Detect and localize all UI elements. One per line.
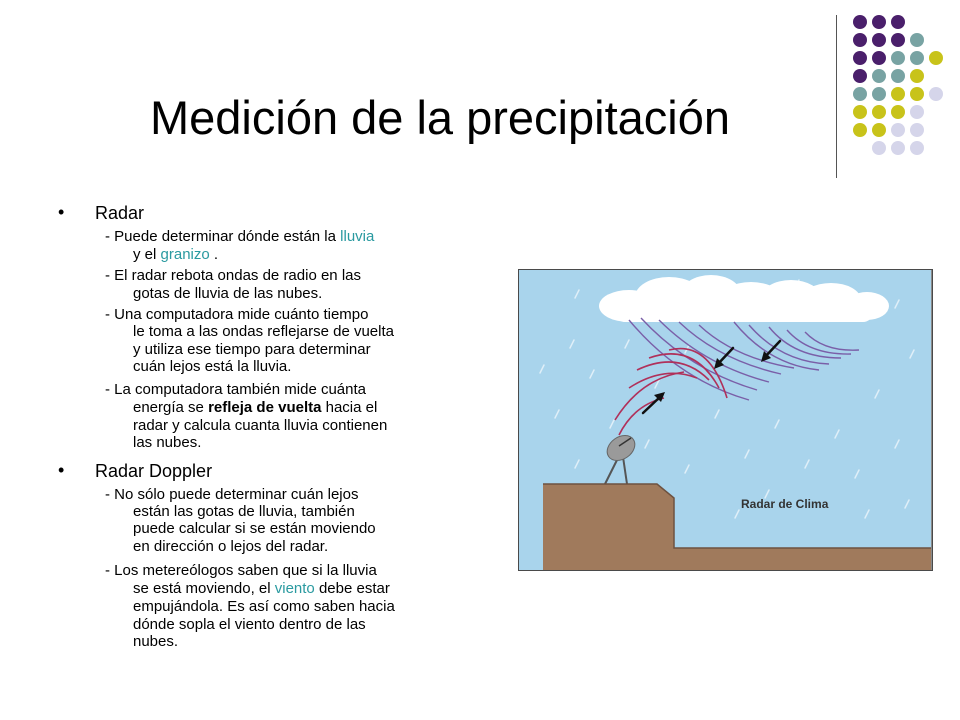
decor-dot — [853, 33, 867, 47]
decor-dot — [910, 105, 924, 119]
radar-item-4-line-2: energía se refleja de vuelta hacia el — [133, 399, 378, 416]
decor-dot — [891, 141, 905, 155]
radar-item-2-line-1: - El radar rebota ondas de radio en las — [105, 267, 361, 284]
decor-dot-grid — [848, 13, 948, 163]
decor-dot — [929, 51, 943, 65]
keyword-refleja-de-vuelta: refleja de vuelta — [208, 399, 322, 416]
decor-dot — [891, 123, 905, 137]
decor-dot — [891, 33, 905, 47]
decor-dot — [891, 15, 905, 29]
radar-item-3-line-4: cuán lejos está la lluvia. — [133, 358, 292, 375]
doppler-item-2-line-3: empujándola. Es así como saben hacia — [133, 598, 395, 615]
decor-dot — [872, 141, 886, 155]
decor-dot — [891, 69, 905, 83]
decor-dot — [910, 123, 924, 137]
doppler-item-1-line-3: puede calcular si se están moviendo — [133, 520, 376, 537]
radar-item-1-line-1: - Puede determinar dónde están la lluvia — [105, 228, 375, 245]
doppler-item-1-line-4: en dirección o lejos del radar. — [133, 538, 329, 555]
decor-dot — [872, 33, 886, 47]
decor-dot — [853, 51, 867, 65]
doppler-item-1-line-1: - No sólo puede determinar cuán lejos — [105, 486, 359, 503]
decor-dot — [853, 123, 867, 137]
keyword-lluvia: lluvia — [340, 228, 375, 245]
decor-dot — [853, 69, 867, 83]
keyword-viento: viento — [274, 580, 315, 597]
decor-dot — [910, 33, 924, 47]
decor-dot — [872, 51, 886, 65]
bullet-marker: • — [58, 202, 65, 222]
decor-dot — [910, 69, 924, 83]
radar-item-2-line-2: gotas de lluvia de las nubes. — [133, 285, 323, 302]
decor-dot — [910, 141, 924, 155]
bullet-heading-radar: Radar — [95, 203, 145, 223]
doppler-item-2-line-5: nubes. — [133, 633, 179, 650]
slide-title: Medición de la precipitación — [150, 91, 730, 144]
decor-dot — [872, 87, 886, 101]
decor-dot — [872, 15, 886, 29]
radar-item-4-line-1: - La computadora también mide cuánta — [105, 381, 366, 398]
decor-dot — [929, 87, 943, 101]
decor-dot — [891, 51, 905, 65]
decor-dot — [872, 69, 886, 83]
doppler-item-2-line-1: - Los metereólogos saben que si la lluvia — [105, 562, 377, 579]
doppler-item-2-line-4: dónde sopla el viento dentro de las — [133, 616, 366, 633]
figure-right-edge — [931, 270, 933, 571]
decor-dot — [910, 87, 924, 101]
weather-radar-illustration — [518, 269, 933, 571]
radar-item-3-line-1: - Una computadora mide cuánto tiempo — [105, 306, 369, 323]
decor-dot — [872, 123, 886, 137]
bullet-heading-radar-doppler: Radar Doppler — [95, 461, 213, 481]
decor-divider-line — [836, 15, 837, 178]
radar-item-3-line-2: le toma a las ondas reflejarse de vuelta — [133, 323, 394, 340]
radar-item-1-line-2: y el granizo . — [133, 246, 219, 263]
doppler-item-1-line-2: están las gotas de lluvia, también — [133, 503, 355, 520]
decor-dot — [910, 51, 924, 65]
radar-item-3-line-3: y utiliza ese tiempo para determinar — [133, 341, 371, 358]
decor-dot — [853, 15, 867, 29]
decor-dot — [891, 105, 905, 119]
radar-item-4-line-4: las nubes. — [133, 434, 202, 451]
decor-dot — [853, 87, 867, 101]
radar-item-4-line-3: radar y calcula cuanta lluvia contienen — [133, 417, 388, 434]
keyword-granizo: granizo — [160, 246, 210, 263]
decor-dot — [872, 105, 886, 119]
bullet-marker: • — [58, 460, 65, 480]
decor-dot — [853, 105, 867, 119]
doppler-item-2-line-2: se está moviendo, el viento debe estar — [133, 580, 390, 597]
weather-radar-svg — [519, 270, 933, 571]
figure-label: Radar de Clima — [741, 497, 829, 511]
decor-dot — [891, 87, 905, 101]
